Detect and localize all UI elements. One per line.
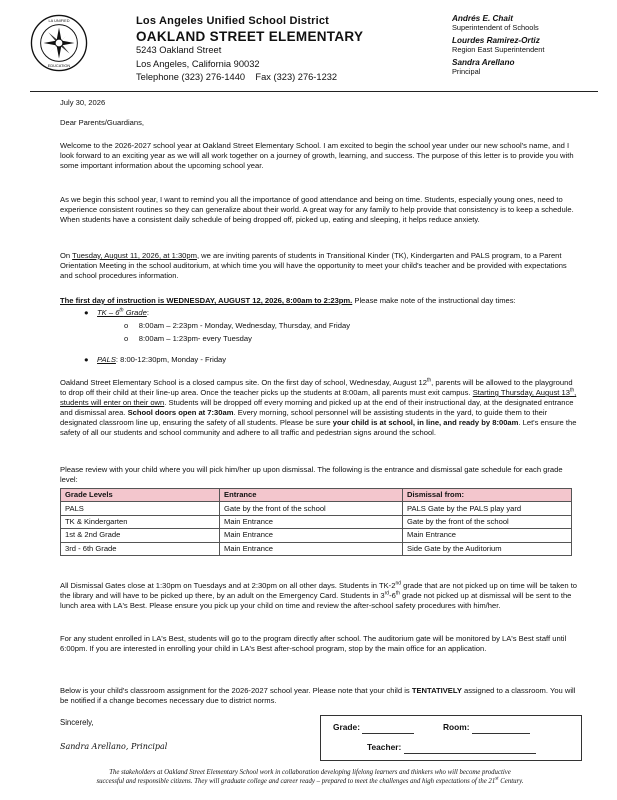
table-cell: Side Gate by the Auditorium	[403, 542, 572, 555]
footer-line	[50, 777, 570, 786]
tk-label	[97, 308, 147, 317]
gate-schedule-table	[60, 488, 572, 556]
footer-text: successful and responsible citizens. They will graduate college and career ready – prepared to meet the challenges and high expectations of the 21	[96, 778, 496, 785]
table-header: Entrance	[220, 489, 403, 502]
footer-mission	[50, 768, 570, 786]
table-cell: Gate by the front of the school	[403, 515, 572, 528]
table-header: Grade Levels	[61, 489, 220, 502]
tk-label-sup: th	[119, 307, 124, 314]
grade-label: Grade:	[333, 722, 360, 732]
table-cell: Main Entrance	[220, 515, 403, 528]
dismissal-text: grade that are not picked up on time will be taken to the library and will have to be picked up there, by an adult on the Emergency Card. Students in 3	[60, 581, 578, 601]
bullet-icon: ●	[84, 355, 89, 364]
schedule-tk-time	[124, 334, 252, 344]
official-item	[452, 58, 612, 77]
district-name: Los Angeles Unified School District	[136, 15, 330, 27]
schedule-tk	[84, 308, 149, 318]
official-title: Superintendent of Schools	[452, 23, 539, 33]
district-seal-icon	[30, 14, 88, 72]
paragraph-dismissal-intro: Please review with your child where you will pick him/her up upon dismissal. The following is the entrance and dismissal gate schedule for each grade level:	[60, 465, 563, 485]
dismissal-text: grade not picked up at dismissal will be sent to the lunch area with LA's Best. Please ensure you pick up your child on time and review the after-school safety procedures with him/her.	[60, 591, 572, 611]
paragraph-first-day	[60, 296, 580, 306]
officials-list	[452, 14, 612, 79]
footer-line: The stakeholders at Oakland Street Elementary School work in collaboration developing lifelong learners and thinkers who will become productive	[109, 769, 511, 776]
orientation-lead: On	[60, 251, 71, 260]
circle-bullet-icon: o	[124, 321, 129, 330]
campus-text: Oakland Street Elementary School is a closed campus site. On the first day of school, Wednesday, August 12	[60, 378, 427, 387]
table-cell: Main Entrance	[220, 542, 403, 555]
campus-start-text: Starting Thursday, August 13	[472, 388, 570, 398]
first-day-note: Please make note of the instructional day times:	[352, 296, 516, 305]
campus-text: . Every morning, school personnel will be assisting students in the yard, to guide them to their designated classroom line up, ensuring the safety of all students. Please be sure	[60, 408, 548, 428]
campus-text: , parents will be allowed to the playground to drop off their child at their line-up area. Once the teacher picks up the students at 8:00am, all parents must exit campus.	[60, 378, 573, 398]
svg-text:EDUCATION: EDUCATION	[47, 64, 71, 69]
paragraph-classroom	[60, 686, 580, 706]
table-row	[61, 515, 572, 528]
paragraph-las-best: For any student enrolled in LA's Best, students will go to the program directly after school. The auditorium gate will be monitored by LA's Best staff until 6:00pm. If you are interested in enrolling your child in LA's Best after-school program, stop by the main office for an application.	[60, 634, 567, 654]
classroom-assignment-box	[320, 715, 582, 761]
tk-label-text: TK – 6	[97, 308, 120, 317]
orientation-text: , we are inviting parents of students in Transitional Kinder (TK), Kindergarten and PALS program, to a Parent Orientation Meeting in the school auditorium, at which time you will have the opportunity to meet your child's teacher and be provided with expectations and school procedures information.	[60, 251, 567, 281]
teacher-label: Teacher:	[367, 742, 402, 752]
official-title: Principal	[452, 67, 481, 77]
campus-text: . Students will be dropped off every morning and picked up at the end of their instructional day, at the designated entrance and dismissal area.	[60, 398, 574, 418]
classroom-text: assigned to a classroom. You will be notified if a change becomes necessary due to district norms.	[60, 686, 576, 706]
grade-field	[333, 722, 414, 734]
table-cell: PALS	[61, 502, 220, 515]
phone-number: Telephone (323) 276-1440	[136, 72, 246, 82]
table-row	[61, 542, 572, 555]
campus-text: . Let's ensure the safety of all our students and school community and adhere to all traffic and pedestrian signs around the school.	[60, 418, 577, 438]
tk-label-end: Grade	[123, 308, 147, 317]
ready-note: your child is at school, in line, and ready by 8:00am	[332, 418, 519, 428]
letter-date: July 30, 2026	[60, 98, 106, 107]
table-row	[61, 529, 572, 542]
tk-colon: :	[146, 308, 149, 317]
paragraph-welcome: Welcome to the 2026-2027 school year at Oakland Street Elementary School. I am excited to begin the school year under our new school's name, and I look forward to an exciting year as we will all work together on a journey of growth, learning, and success. The purpose of this letter is to provide you with some important information about the upcoming school year.	[60, 141, 574, 171]
svg-text:LA UNIFIED: LA UNIFIED	[48, 19, 70, 24]
school-address	[136, 44, 337, 85]
official-name: Andrés E. Chait	[452, 14, 513, 23]
official-name: Sandra Arellano	[452, 57, 515, 67]
street-address: 5243 Oakland Street	[136, 45, 222, 55]
bullet-icon: ●	[84, 308, 89, 317]
fax-number: Fax (323) 276-1232	[255, 72, 338, 82]
table-cell: Main Entrance	[403, 529, 572, 542]
official-name: Lourdes Ramirez-Ortiz	[452, 35, 540, 45]
room-label: Room:	[443, 722, 470, 732]
dismissal-sup: rd	[384, 590, 390, 597]
grade-blank	[362, 722, 414, 734]
footer-sup: st	[495, 776, 499, 782]
table-header: Dismissal from:	[403, 489, 572, 502]
footer-text: Century.	[498, 778, 524, 785]
pals-times: : 8:00-12:30pm, Monday - Friday	[115, 355, 227, 364]
letter-greeting: Dear Parents/Guardians,	[60, 118, 144, 127]
official-item	[452, 36, 612, 55]
contact-numbers	[136, 71, 337, 85]
school-name: OAKLAND STREET ELEMENTARY	[136, 29, 364, 44]
paragraph-attendance: As we begin this school year, I want to remind you all the importance of good attendance and being on time. Students, especially young ones, need to experience consistent routines so they can generalize about their world. A great way for any family to help provide that consistency is to keep a schedule. When students have a consistent daily schedule of being dropped off, picked up, eating and sleeping, it helps reduce anxiety.	[60, 195, 574, 225]
official-item	[452, 14, 612, 33]
campus-start-text: , students will enter on their own	[60, 388, 577, 408]
first-day-heading: The first day of instruction is WEDNESDAY, AUGUST 12, 2026, 8:00am to 2:23pm.	[60, 296, 353, 305]
campus-sup: th	[426, 377, 432, 384]
doors-open-note: School doors open at 7:30am	[127, 408, 234, 418]
table-cell: Main Entrance	[220, 529, 403, 542]
official-title: Region East Superintendent	[452, 45, 545, 55]
table-cell: TK & Kindergarten	[61, 515, 220, 528]
circle-bullet-icon: o	[124, 334, 129, 343]
orientation-date: Tuesday, August 11, 2026, at 1:30pm	[72, 251, 197, 260]
table-header-row	[61, 489, 572, 502]
city-address: Los Angeles, California 90032	[136, 58, 260, 69]
dismissal-sup: nd	[395, 580, 401, 587]
pals-label: PALS	[97, 355, 116, 364]
dismissal-sup: th	[395, 590, 401, 597]
closing: Sincerely,	[60, 718, 94, 727]
room-field	[443, 722, 530, 734]
schedule-pals	[84, 355, 226, 365]
table-cell: 1st & 2nd Grade	[61, 529, 220, 542]
classroom-text: Below is your child's classroom assignment for the 2026-2027 school year. Please note that your child is	[60, 686, 410, 695]
paragraph-campus	[60, 378, 580, 438]
table-cell: Gate by the front of the school	[220, 502, 403, 515]
teacher-field	[367, 742, 536, 754]
tk-time: 8:00am – 2:23pm - Monday, Wednesday, Thursday, and Friday	[138, 321, 350, 330]
table-row	[61, 502, 572, 515]
dismissal-text: All Dismissal Gates close at 1:30pm on Tuesdays and at 2:30pm on all other days. Students in TK-2	[60, 581, 396, 590]
header-divider	[30, 91, 598, 92]
tentatively-note: TENTATIVELY	[411, 686, 462, 695]
table-cell: 3rd - 6th Grade	[61, 542, 220, 555]
paragraph-orientation	[60, 251, 580, 281]
campus-start-sup: th	[569, 387, 575, 394]
room-blank	[472, 722, 530, 734]
signature: Sandra Arellano, Principal	[60, 742, 168, 751]
teacher-blank	[404, 742, 536, 754]
tk-time: 8:00am – 1:23pm- every Tuesday	[138, 334, 252, 343]
dismissal-text: -6	[389, 591, 396, 601]
schedule-tk-time	[124, 321, 350, 331]
paragraph-dismissal-gates	[60, 581, 580, 611]
table-cell: PALS Gate by the PALS play yard	[403, 502, 572, 515]
